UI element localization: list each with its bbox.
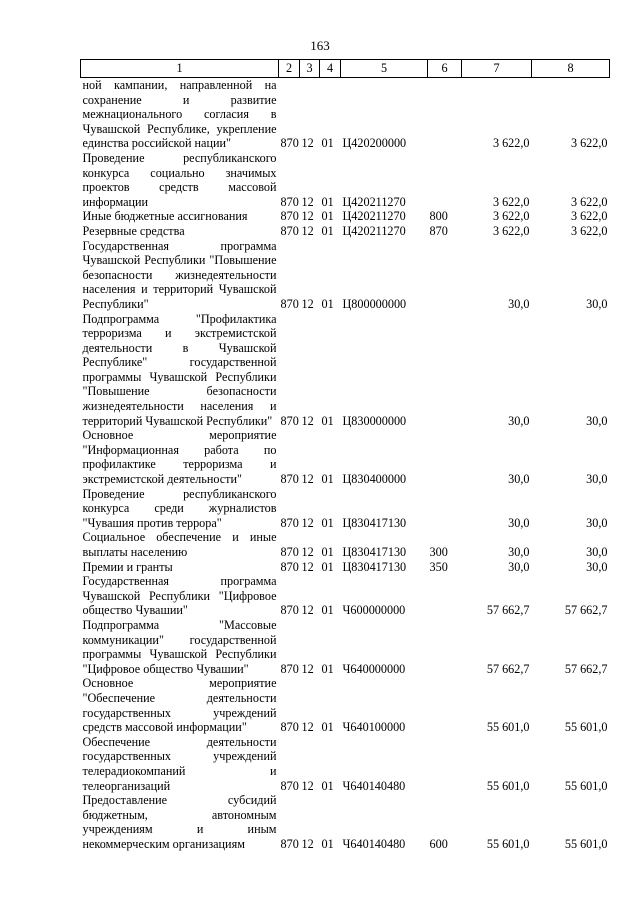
target-article-cell: Ц420211270	[342, 194, 406, 209]
amount-year2-cell: 30,0	[586, 515, 608, 530]
ministry-code-cell: 870	[280, 720, 299, 735]
amount-year1-cell: 30,0	[508, 515, 530, 530]
subsection-cell: 01	[321, 472, 334, 487]
table-row	[81, 574, 610, 618]
section-cell: 12	[301, 136, 314, 151]
section-cell: 12	[301, 209, 314, 224]
target-article-cell: Ц830417130	[342, 515, 407, 530]
budget-table	[80, 59, 610, 851]
amount-year2-cell: 3 622,0	[570, 223, 608, 238]
ministry-code-cell: 870	[280, 545, 299, 559]
amount-year1-cell: 30,0	[508, 545, 530, 559]
amount-year2-cell: 30,0	[586, 472, 608, 487]
subsection-cell: 01	[321, 603, 334, 618]
table-row	[81, 151, 610, 209]
amount-year2-cell: 30,0	[586, 296, 608, 311]
ministry-code-cell: 870	[280, 209, 299, 224]
table-row	[81, 676, 610, 734]
subsection-cell: 01	[321, 515, 334, 530]
row-name-cell: Основное мероприятие "Обеспечение деятельности государственных учреждений средств массовой информации"	[82, 676, 277, 735]
header-cell: 5	[341, 60, 428, 78]
ministry-code-cell: 870	[280, 778, 299, 793]
amount-year1-cell: 3 622,0	[492, 209, 530, 224]
row-name-cell: Резервные средства	[82, 223, 185, 238]
amount-year1-cell: 3 622,0	[492, 194, 530, 209]
ministry-code-cell: 870	[280, 559, 299, 574]
section-cell: 12	[301, 515, 314, 530]
amount-year2-cell: 55 601,0	[564, 720, 608, 735]
amount-year2-cell: 30,0	[586, 545, 608, 559]
amount-year1-cell: 57 662,7	[486, 661, 530, 676]
amount-year1-cell: 30,0	[508, 413, 530, 428]
target-article-cell: Ч600000000	[342, 603, 406, 618]
expense-type-cell: 300	[429, 545, 448, 559]
expense-type-cell	[428, 239, 462, 312]
section-cell: 12	[301, 559, 314, 574]
expense-type-cell: 600	[429, 836, 448, 851]
row-name-cell: ной кампании, направленной на сохранение и развитие межнационального согласия в Чувашской Республике, укрепление единства российской нации"	[82, 78, 277, 151]
target-article-cell: Ц800000000	[342, 296, 407, 311]
subsection-cell: 01	[321, 209, 334, 224]
row-name-cell: Проведение республиканского конкурса среди журналистов "Чувашия против террора"	[82, 486, 277, 530]
table-row	[81, 487, 610, 531]
ministry-code-cell: 870	[280, 661, 299, 676]
ministry-code-cell: 870	[280, 296, 299, 311]
row-name-cell: Подпрограмма "Профилактика терроризма и экстремистской деятельности в Чувашской Республике" государственной программы Чувашской Республики "Повышение безопасности жизнедеятельности населения и территорий Чувашской Республики"	[82, 311, 277, 428]
amount-year1-cell: 3 622,0	[492, 136, 530, 151]
subsection-cell: 01	[321, 661, 334, 676]
target-article-cell: Ч640000000	[342, 661, 406, 676]
expense-type-cell	[428, 312, 462, 429]
ministry-code-cell: 870	[280, 603, 299, 618]
subsection-cell: 01	[321, 136, 334, 151]
table-row	[81, 78, 610, 151]
expense-type-cell	[428, 78, 462, 151]
amount-year2-cell: 57 662,7	[564, 661, 608, 676]
amount-year1-cell: 55 601,0	[486, 720, 530, 735]
subsection-cell: 01	[321, 559, 334, 574]
header-cell: 7	[462, 60, 532, 78]
section-cell: 12	[301, 194, 314, 209]
table-body	[81, 78, 610, 852]
section-cell: 12	[301, 296, 314, 311]
subsection-cell: 01	[321, 194, 334, 209]
amount-year2-cell: 55 601,0	[564, 836, 608, 851]
row-name-cell: Основное мероприятие "Информационная работа по профилактике терроризма и экстремистской деятельности"	[82, 428, 277, 487]
ministry-code-cell: 870	[280, 515, 299, 530]
table-row	[81, 209, 610, 224]
expense-type-cell: 800	[429, 209, 448, 224]
expense-type-cell	[428, 151, 462, 209]
subsection-cell: 01	[321, 720, 334, 735]
header-cell: 2	[279, 60, 300, 78]
subsection-cell: 01	[321, 223, 334, 238]
row-name-cell: Иные бюджетные ассигнования	[82, 209, 248, 224]
subsection-cell: 01	[321, 836, 334, 851]
table-row	[81, 224, 610, 239]
row-name-cell: Обеспечение деятельности государственных учреждений телерадиокомпаний и телеорганизаций	[82, 734, 277, 793]
section-cell: 12	[301, 836, 314, 851]
target-article-cell: Ц420211270	[342, 223, 406, 238]
section-cell: 12	[301, 472, 314, 487]
header-cell: 6	[428, 60, 462, 78]
section-cell: 12	[301, 720, 314, 735]
header-row	[81, 60, 610, 78]
row-name-cell: Социальное обеспечение и иные выплаты населению	[82, 530, 277, 559]
amount-year2-cell: 55 601,0	[564, 778, 608, 793]
table-row	[81, 239, 610, 312]
table-row	[81, 312, 610, 429]
table-row	[81, 793, 610, 851]
ministry-code-cell: 870	[280, 472, 299, 487]
target-article-cell: Ц420211270	[342, 209, 406, 224]
expense-type-cell	[428, 428, 462, 486]
section-cell: 12	[301, 778, 314, 793]
target-article-cell: Ц830400000	[342, 472, 407, 487]
amount-year1-cell: 57 662,7	[486, 603, 530, 618]
row-name-cell: Проведение республиканского конкурса социально значимых проектов средств массовой информации	[82, 150, 277, 209]
header-cell: 8	[532, 60, 610, 78]
expense-type-cell	[428, 618, 462, 676]
table-row	[81, 428, 610, 486]
expense-type-cell	[428, 735, 462, 793]
subsection-cell: 01	[321, 296, 334, 311]
section-cell: 12	[301, 661, 314, 676]
ministry-code-cell: 870	[280, 194, 299, 209]
row-name-cell: Подпрограмма "Массовые коммуникации" государственной программы Чувашской Республики "Цифровое общество Чувашии"	[82, 617, 277, 676]
expense-type-cell: 870	[429, 223, 448, 238]
amount-year1-cell: 55 601,0	[486, 778, 530, 793]
table-row	[81, 530, 610, 559]
table-row	[81, 560, 610, 575]
ministry-code-cell: 870	[280, 413, 299, 428]
amount-year2-cell: 57 662,7	[564, 603, 608, 618]
amount-year1-cell: 30,0	[508, 472, 530, 487]
ministry-code-cell: 870	[280, 836, 299, 851]
subsection-cell: 01	[321, 413, 334, 428]
section-cell: 12	[301, 223, 314, 238]
row-name-cell: Премии и гранты	[82, 559, 173, 574]
amount-year2-cell: 3 622,0	[570, 209, 608, 224]
amount-year1-cell: 3 622,0	[492, 223, 530, 238]
subsection-cell: 01	[321, 778, 334, 793]
expense-type-cell: 350	[429, 559, 448, 574]
target-article-cell: Ч640100000	[342, 720, 406, 735]
ministry-code-cell: 870	[280, 223, 299, 238]
row-name-cell: Государственная программа Чувашской Республики "Повышение безопасности жизнедеятельности населения и территорий Чувашской Республики"	[82, 238, 277, 311]
amount-year2-cell: 3 622,0	[570, 136, 608, 151]
row-name-cell: Государственная программа Чувашской Республики "Цифровое общество Чувашии"	[82, 574, 277, 618]
expense-type-cell	[428, 487, 462, 531]
section-cell: 12	[301, 545, 314, 559]
target-article-cell: Ч640140480	[342, 778, 406, 793]
amount-year1-cell: 30,0	[508, 559, 530, 574]
target-article-cell: Ц830417130	[342, 559, 407, 574]
table-row	[81, 735, 610, 793]
section-cell: 12	[301, 603, 314, 618]
target-article-cell: Ц420200000	[342, 136, 407, 151]
expense-type-cell	[428, 676, 462, 734]
page-number: 163	[310, 38, 330, 53]
target-article-cell: Ц830000000	[342, 413, 407, 428]
amount-year2-cell: 3 622,0	[570, 194, 608, 209]
subsection-cell: 01	[321, 545, 334, 559]
section-cell: 12	[301, 413, 314, 428]
target-article-cell: Ц830417130	[342, 545, 407, 559]
amount-year2-cell: 30,0	[586, 559, 608, 574]
header-cell: 3	[300, 60, 320, 78]
amount-year2-cell: 30,0	[586, 413, 608, 428]
header-cell: 1	[81, 60, 279, 78]
ministry-code-cell: 870	[280, 136, 299, 151]
amount-year1-cell: 30,0	[508, 296, 530, 311]
expense-type-cell	[428, 574, 462, 618]
header-cell: 4	[320, 60, 341, 78]
amount-year1-cell: 55 601,0	[486, 836, 530, 851]
target-article-cell: Ч640140480	[342, 836, 406, 851]
table-row	[81, 618, 610, 676]
row-name-cell: Предоставление субсидий бюджетным, автономным учреждениям и иным некоммерческим организациям	[82, 793, 277, 851]
